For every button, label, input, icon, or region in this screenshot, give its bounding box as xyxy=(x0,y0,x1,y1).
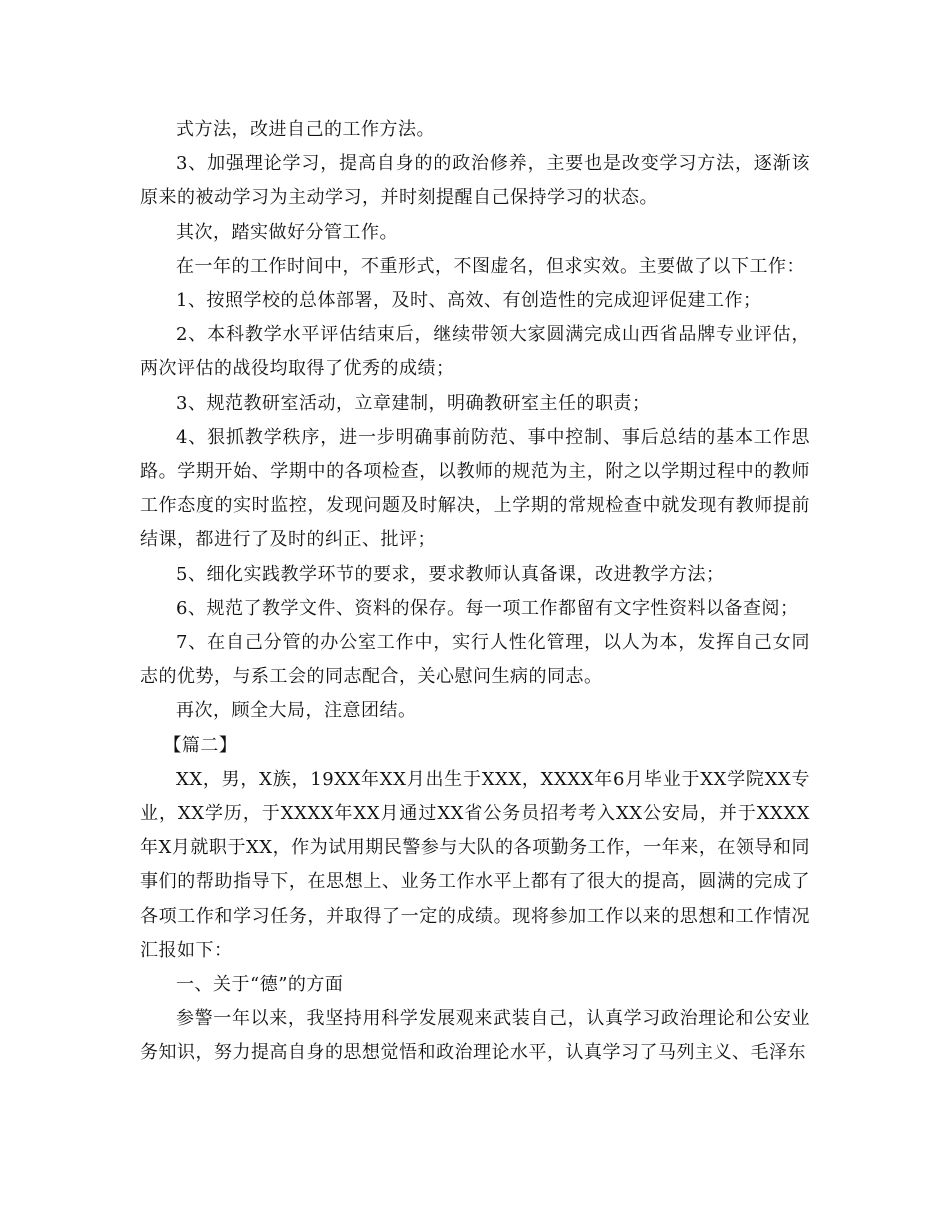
paragraph: 5、细化实践教学环节的要求，要求教师认真备课，改进教学方法； xyxy=(176,563,725,585)
paragraph: 7、在自己分管的办公室工作中，实行人性化管理，以人为本，发挥自己女同志的优势，与系工会的同志配合，关心慰问生病的同志。 xyxy=(140,632,810,688)
paragraph: XX，男，X族，19XX年XX月出生于XXX，XXXX年6月毕业于XX学院XX专业，XX学历，于XXXX年XX月通过XX省公务员招考考入XX公安局，并于XXXX年X月就职于XX，作为试用期民警参与大队的各项勤务工作，一年来，在领导和同事们的帮助指导下，在思想上、业务工作水平上都有了很大的提高，圆满的完成了各项工作和学习任务，并取得了一定的成绩。现将参加工作以来的思想和工作情况汇报如下： xyxy=(140,768,810,961)
paragraph: 再次，顾全大局，注意团结。 xyxy=(176,700,417,722)
paragraph: 1、按照学校的总体部署，及时、高效、有创造性的完成迎评促建工作； xyxy=(176,290,762,312)
paragraph: 4、狠抓教学秩序，进一步明确事前防范、事中控制、事后总结的基本工作思路。学期开始、学期中的各项检查，以教师的规范为主，附之以学期过程中的教师工作态度的实时监控，发现问题及时解决，上学期的常规检查中就发现有教师提前结课，都进行了及时的纠正、批评； xyxy=(140,426,810,551)
subsection-heading: 一、关于“德”的方面 xyxy=(176,974,344,996)
paragraph: 3、加强理论学习，提高自身的的政治修养，主要也是改变学习方法，逐渐该原来的被动学习为主动学习，并时刻提醒自己保持学习的状态。 xyxy=(140,153,810,209)
paragraph: 其次，踏实做好分管工作。 xyxy=(176,221,398,243)
paragraph: 3、规范教研室活动，立章建制，明确教研室主任的职责； xyxy=(176,392,651,414)
paragraph: 在一年的工作时间中，不重形式，不图虚名，但求实效。主要做了以下工作： xyxy=(176,255,805,277)
paragraph: 式方法，改进自己的工作方法。 xyxy=(176,119,435,140)
paragraph: 参警一年以来，我坚持用科学发展观来武装自己，认真学习政治理论和公安业务知识，努力提高自身的思想觉悟和政治理论水平，认真学习了马列主义、毛泽东 xyxy=(140,1008,810,1064)
document-body xyxy=(140,113,810,1071)
paragraph: 6、规范了教学文件、资料的保存。每一项工作都留有文字性资料以备查阅； xyxy=(176,597,799,619)
section-heading: 【篇二】 xyxy=(163,734,238,756)
paragraph: 2、本科教学水平评估结束后，继续带领大家圆满完成山西省品牌专业评估，两次评估的战役均取得了优秀的成绩； xyxy=(140,324,810,380)
